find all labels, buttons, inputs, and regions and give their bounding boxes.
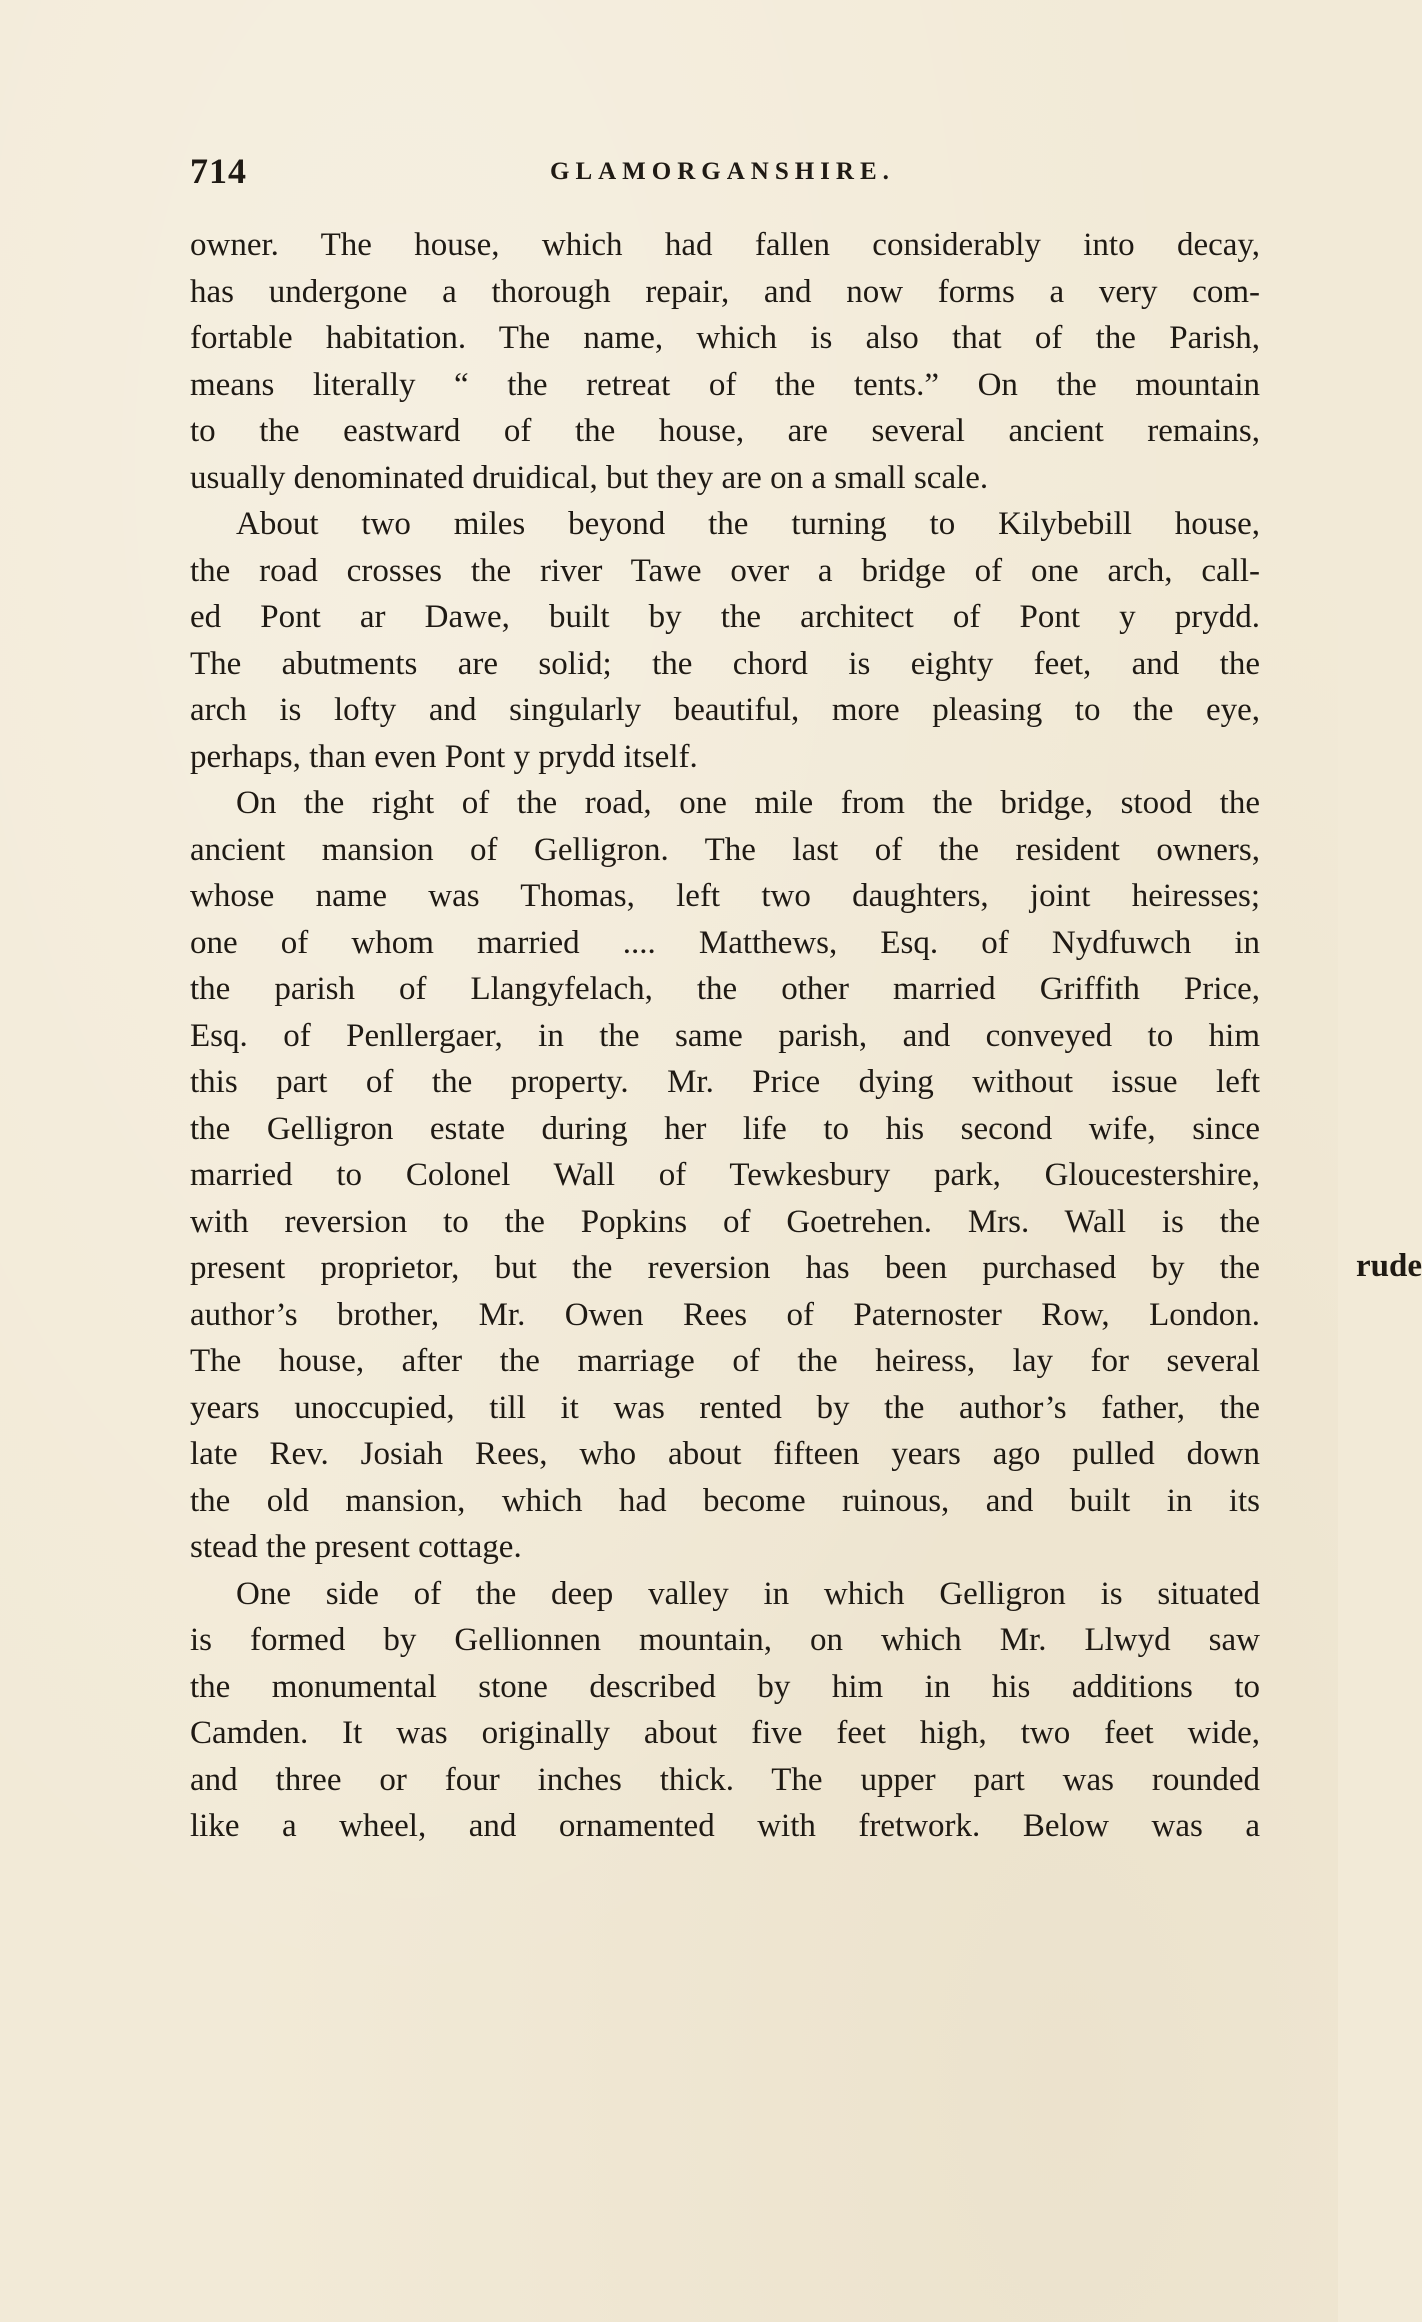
text-line: ed Pont ar Dawe, built by the architect of Pont y prydd.: [190, 599, 1260, 635]
text-line: perhaps, than even Pont y prydd itself.: [190, 738, 698, 775]
text-line: this part of the property. Mr. Price dying without issue left: [190, 1064, 1260, 1100]
page-number: 714: [190, 151, 247, 191]
text-line: fortable habitation. The name, which is also that of the Parish,: [190, 320, 1260, 356]
text-line: ancient mansion of Gelligron. The last of the resident owners,: [190, 831, 1260, 868]
text-line: is formed by Gellionnen mountain, on which Mr. Llwyd saw: [190, 1622, 1260, 1658]
text-line: one of whom married .... Matthews, Esq. of Nydfuwch in: [190, 924, 1260, 961]
text-line: On the right of the road, one mile from the bridge, stood the: [236, 785, 1260, 821]
text-line: Esq. of Penllergaer, in the same parish, and conveyed to him: [190, 1017, 1260, 1054]
running-title: GLAMORGANSHIRE.: [550, 158, 895, 185]
text-line: married to Colonel Wall of Tewkesbury park, Gloucestershire,: [190, 1157, 1260, 1193]
text-line: stead the present cottage.: [190, 1529, 522, 1565]
text-line: the road crosses the river Tawe over a bridge of one arch, call-: [190, 552, 1260, 589]
text-line: with reversion to the Popkins of Goetrehen. Mrs. Wall is the: [190, 1203, 1260, 1240]
text-line: the old mansion, which had become ruinous, and built in its: [190, 1482, 1260, 1519]
text-line: owner. The house, which had fallen considerably into decay,: [190, 227, 1260, 263]
text-line: The abutments are solid; the chord is eighty feet, and the: [190, 645, 1260, 682]
text-line: Camden. It was originally about five feet high, two feet wide,: [190, 1715, 1260, 1751]
text-line: the parish of Llangyfelach, the other married Griffith Price,: [190, 971, 1260, 1007]
text-line: late Rev. Josiah Rees, who about fifteen years ago pulled down: [190, 1436, 1260, 1472]
running-head: [190, 150, 1250, 200]
text-line: whose name was Thomas, left two daughters, joint heiresses;: [190, 878, 1260, 914]
text-line: has undergone a thorough repair, and now forms a very com-: [190, 273, 1260, 310]
text-line: to the eastward of the house, are several ancient remains,: [190, 413, 1260, 449]
text-line: One side of the deep valley in which Gelligron is situated: [236, 1575, 1260, 1612]
text-line: the Gelligron estate during her life to his second wife, since: [190, 1110, 1260, 1147]
text-line: The house, after the marriage of the heiress, lay for several: [190, 1343, 1260, 1379]
text-line: arch is lofty and singularly beautiful, more pleasing to the eye,: [190, 692, 1260, 728]
text-line: usually denominated druidical, but they are on a small scale.: [190, 459, 989, 496]
text-line: author’s brother, Mr. Owen Rees of Paternoster Row, London.: [190, 1296, 1260, 1333]
body-text: [190, 222, 1260, 1850]
text-line: present proprietor, but the reversion has been purchased by the: [190, 1250, 1260, 1286]
text-line: and three or four inches thick. The upper part was rounded: [190, 1761, 1260, 1798]
text-line: like a wheel, and ornamented with fretwork. Below was a: [190, 1808, 1260, 1844]
text-line: the monumental stone described by him in his additions to: [190, 1668, 1260, 1705]
text-line: means literally “ the retreat of the tents.” On the mountain: [190, 366, 1260, 403]
text-line: years unoccupied, till it was rented by the author’s father, the: [190, 1389, 1260, 1426]
text-line: About two miles beyond the turning to Kilybebill house,: [236, 506, 1260, 542]
catchword: rude: [1356, 1248, 1422, 1284]
